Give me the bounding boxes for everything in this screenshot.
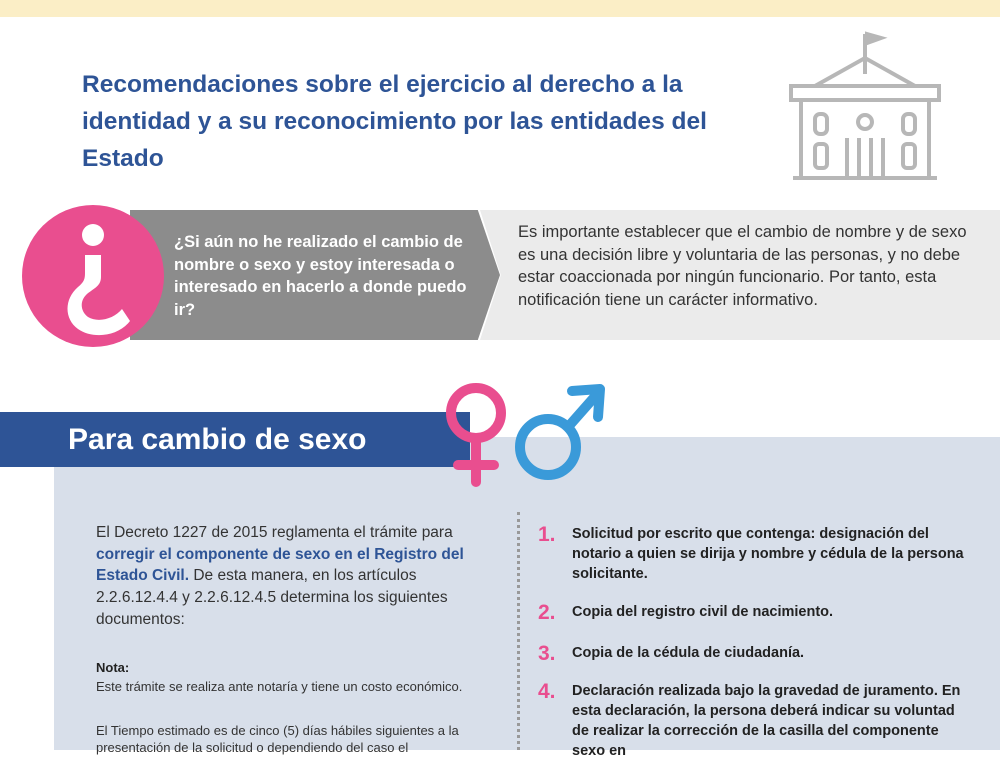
decree-rest: De esta manera, en los artículos 2.2.6.12.4.4 y 2.2.6.12.4.5 determina los siguientes documentos:	[96, 567, 448, 628]
nota-text: Este trámite se realiza ante notaría y tiene un costo económico.	[96, 679, 463, 694]
step-text: Declaración realizada bajo la gravedad de juramento. En esta declaración, la persona deberá indicar su voluntad de realizar la corrección de la casilla del componente sexo en	[572, 683, 961, 759]
step-text: Copia del registro civil de nacimiento.	[572, 604, 834, 620]
top-band	[0, 0, 1000, 17]
gender-symbols-icon	[440, 375, 620, 495]
list-item	[538, 681, 968, 761]
column-divider	[517, 512, 520, 750]
building-icon	[785, 28, 945, 190]
step-number: 3.	[538, 642, 556, 665]
page-title: Recomendaciones sobre el ejercicio al derecho a la identidad y a su reconocimiento por las entidades del Estado	[82, 71, 707, 172]
step-text: Solicitud por escrito que contenga: designación del notario a quien se dirija y nombre y cédula de la persona solicitante.	[572, 526, 964, 582]
section-title: Para cambio de sexo	[68, 423, 367, 456]
decree-paragraph	[96, 522, 486, 631]
step-number: 2.	[538, 601, 556, 624]
question-text: ¿Si aún no he realizado el cambio de nombre o sexo y estoy interesada o interesado en hacerlo a donde puedo ir?	[174, 233, 467, 319]
step-number: 1.	[538, 523, 556, 546]
nota-time-text: El Tiempo estimado es de cinco (5) días hábiles siguientes a la presentación de la solicitud o dependiendo del caso el	[96, 723, 459, 755]
decree-highlight: corregir el componente de sexo en el Registro del Estado Civil.	[96, 545, 464, 585]
list-item	[538, 524, 968, 584]
nota-label: Nota:	[96, 660, 130, 675]
list-item	[538, 643, 968, 665]
info-text: Es importante establecer que el cambio de nombre y de sexo es una decisión libre y voluntaria de las personas, y no debe estar coaccionada por ningún funcionario. Por tanto, esta notificación tiene un carácter informativo.	[518, 223, 967, 309]
step-number: 4.	[538, 680, 556, 703]
inverted-question-icon	[22, 205, 164, 347]
step-text: Copia de la cédula de ciudadanía.	[572, 645, 805, 661]
list-item	[538, 602, 968, 624]
decree-intro: El Decreto 1227 de 2015 reglamenta el trámite para	[96, 524, 453, 541]
